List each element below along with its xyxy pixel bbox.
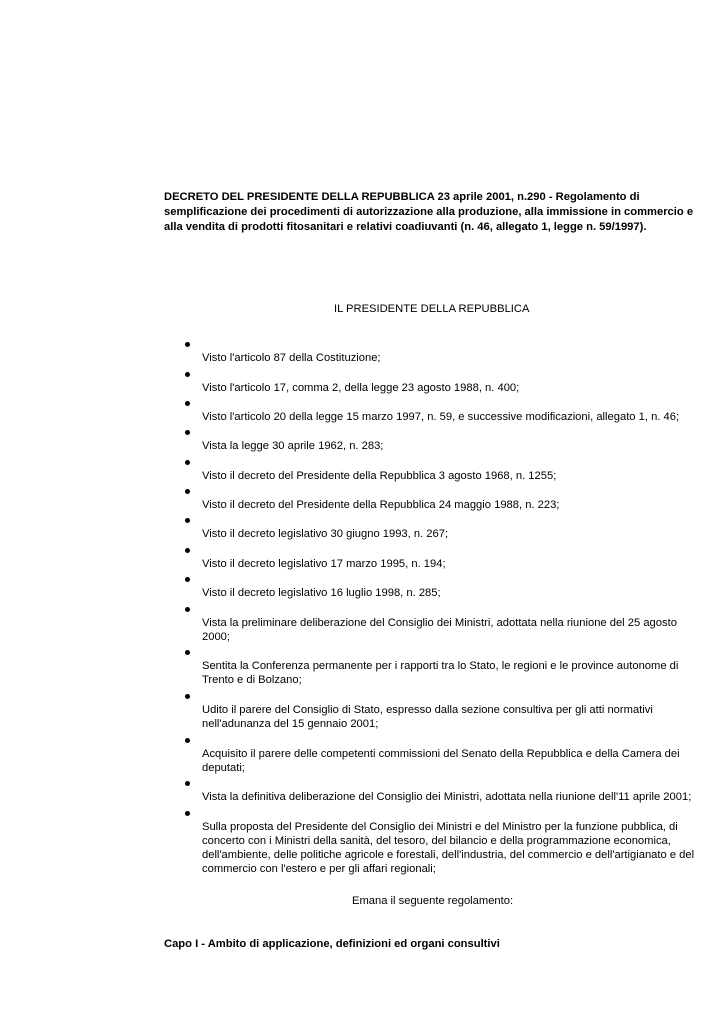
list-item-text: Visto il decreto del Presidente della Repubblica 3 agosto 1968, n. 1255; xyxy=(202,470,557,482)
enactment-line: Emana il seguente regolamento: xyxy=(352,895,514,907)
bullet-icon xyxy=(185,650,190,655)
list-item-text: Vista la preliminare deliberazione del Consiglio dei Ministri, adottata nella riunione del 25 agosto 2000; xyxy=(202,617,677,643)
list-item-text: Vista la legge 30 aprile 1962, n. 283; xyxy=(202,440,384,452)
bullet-icon xyxy=(185,811,190,816)
list-item-text: Visto l'articolo 87 della Costituzione; xyxy=(202,352,381,364)
bullet-icon xyxy=(185,577,190,582)
bullet-icon xyxy=(185,460,190,465)
bullet-icon xyxy=(185,401,190,406)
bullet-icon xyxy=(185,694,190,699)
list-item-text: Vista la definitiva deliberazione del Consiglio dei Ministri, adottata nella riunione dell'11 aprile 2001; xyxy=(202,791,692,803)
bullet-icon xyxy=(185,430,190,435)
bullet-icon xyxy=(185,518,190,523)
list-item-text: Acquisito il parere delle competenti commissioni del Senato della Repubblica e della Camera dei deputati; xyxy=(202,748,680,774)
bullet-icon xyxy=(185,372,190,377)
document-title: DECRETO DEL PRESIDENTE DELLA REPUBBLICA 23 aprile 2001, n.290 - Regolamento di semplificazione dei procedimenti di autorizzazione alla produzione, alla immissione in commercio e alla vendita di prodotti fitosanitari e relativi coadiuvanti (n. 46, allegato 1, legge n. 59/1997). xyxy=(164,191,694,233)
bullet-icon xyxy=(185,342,190,347)
list-item-text: Visto il decreto del Presidente della Repubblica 24 maggio 1988, n. 223; xyxy=(202,499,560,511)
bullet-icon xyxy=(185,781,190,786)
list-item-text: Visto l'articolo 20 della legge 15 marzo 1997, n. 59, e successive modificazioni, allegato 1, n. 46; xyxy=(202,411,680,423)
list-item-text: Visto il decreto legislativo 16 luglio 1998, n. 285; xyxy=(202,587,441,599)
bullet-icon xyxy=(185,607,190,612)
list-item-text: Udito il parere del Consiglio di Stato, espresso dalla sezione consultiva per gli atti normativi nell'adunanza del 15 gennaio 2001; xyxy=(202,704,653,730)
list-item-text: Visto l'articolo 17, comma 2, della legge 23 agosto 1988, n. 400; xyxy=(202,382,520,394)
document-heading: IL PRESIDENTE DELLA REPUBBLICA xyxy=(334,303,530,315)
bullet-icon xyxy=(185,548,190,553)
list-item-text: Sulla proposta del Presidente del Consiglio dei Ministri e del Ministro per la funzione pubblica, di concerto con i Ministri della sanità, del tesoro, del bilancio e della programmazione economica, dell'ambiente, delle politiche agricole e forestali, dell'industria, del commercio e dell'artigianato e del commercio con l'estero e per gli affari regionali; xyxy=(202,821,695,875)
list-item-text: Sentita la Conferenza permanente per i rapporti tra lo Stato, le regioni e le province autonome di Trento e di Bolzano; xyxy=(202,660,679,686)
list-item-text: Visto il decreto legislativo 30 giugno 1993, n. 267; xyxy=(202,528,449,540)
chapter-heading: Capo I - Ambito di applicazione, definizioni ed organi consultivi xyxy=(164,938,500,950)
bullet-icon xyxy=(185,489,190,494)
list-item-text: Visto il decreto legislativo 17 marzo 1995, n. 194; xyxy=(202,558,446,570)
bullet-icon xyxy=(185,738,190,743)
